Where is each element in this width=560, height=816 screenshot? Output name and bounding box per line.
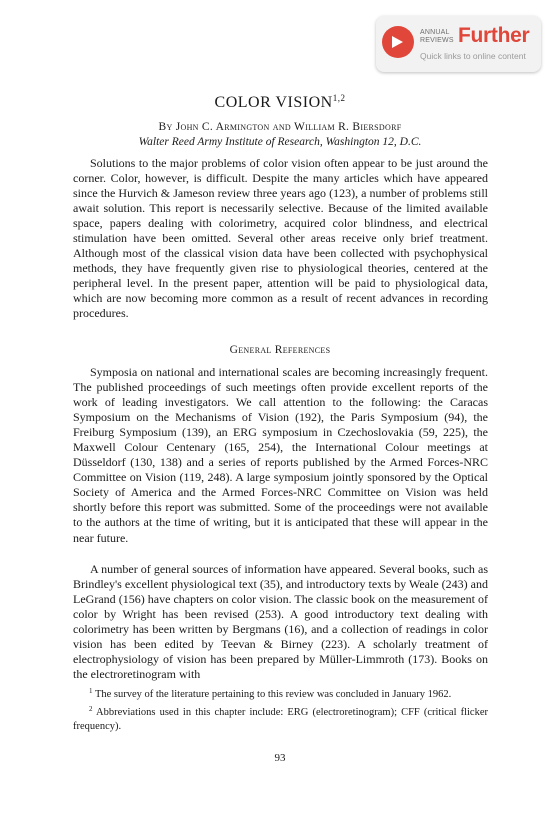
further-badge[interactable] [376,16,541,72]
footnote-1 [73,684,488,702]
section-heading: General References [229,344,331,356]
affiliation: Walter Reed Army Institute of Research, Washington 12, D.C. [138,136,422,148]
further-subtitle: Quick links to online content [420,51,526,61]
footnote-1-text: The survey of the literature pertaining to this review was concluded in January 1962. [94,689,452,700]
footnote-2 [73,702,488,734]
footnote-1-mark: 1 [89,687,93,695]
paragraph-symposia: Symposia on national and international scales are becoming increasingly frequent. The published proceedings of such meetings often provide excellent reports of the work of leading investigators. We call attention to the following: the Caracas Symposium on the Mechanisms of Vision (192), the Paris Symposium (94), the Freiburg Symposium (139), an ERG symposium in Czechoslovakia (59, 225), the Maxwell Colour Centenary (165, 254), the International Colour meetings at Düsseldorf (130, 138) and a series of reports published by the Armed Forces-NRC Committee on Vision (119, 248). A large symposium jointly sponsored by the Optical Society of America and the Armed Forces-NRC Committee on Vision was held shortly before this report was submitted. Some of the proceedings were not available to the authors at the time of writing, but it is anticipated that these will appear in the near future. [73,365,488,545]
title-footnote-refs: 1,2 [332,93,346,103]
author-line: By John C. Armington and William R. Biersdorf [158,121,402,133]
paragraph-sources: A number of general sources of information have appeared. Several books, such as Brindley's excellent physiological text (35), and introductory texts by Weale (243) and LeGrand (156) have chapters on color vision. The classic book on the measurement of color by Wright has been revised (253). A good introductory text dealing with colorimetry has been written by Bergmans (16), and a collection of readings in color vision has been edited by Teevan & Birney (223). A scholarly treatment of electrophysiology of vision has been prepared by Müller-Limmroth (173). Books on the electroretinogram with [73,562,488,682]
footnotes [73,684,488,734]
publisher-wordmark: ANNUAL REVIEWS [420,29,454,44]
page-number: 93 [274,752,286,764]
annual-reviews-logo-icon [382,26,414,58]
footnote-2-mark: 2 [89,705,93,713]
paragraph-intro: Solutions to the major problems of color vision often appear to be just around the corner. Color, however, is difficult. Despite the many articles which have appeared since the Hurvich & Jameson review three years ago (123), a number of problems still await solution. This report is necessarily selective. Because of the limited available space, papers dealing with colorimetry, acquired color blindness, and electrical stimulation have been omitted. Several other areas receive only brief treatment. Although most of the classical vision data have been collected with psychophysical methods, they have frequently given rise to physiological theories, centered at the peripheral level. In the present paper, attention will be paid to physiological data, which are now becoming more common as a result of recent advances in recording procedures. [73,156,488,321]
further-label: Further [458,24,530,47]
title-text: COLOR VISION [214,94,333,111]
footnote-2-text: Abbreviations used in this chapter include: ERG (electroretinogram); CFF (critical flicker frequency). [73,707,488,732]
article-title [0,93,560,112]
